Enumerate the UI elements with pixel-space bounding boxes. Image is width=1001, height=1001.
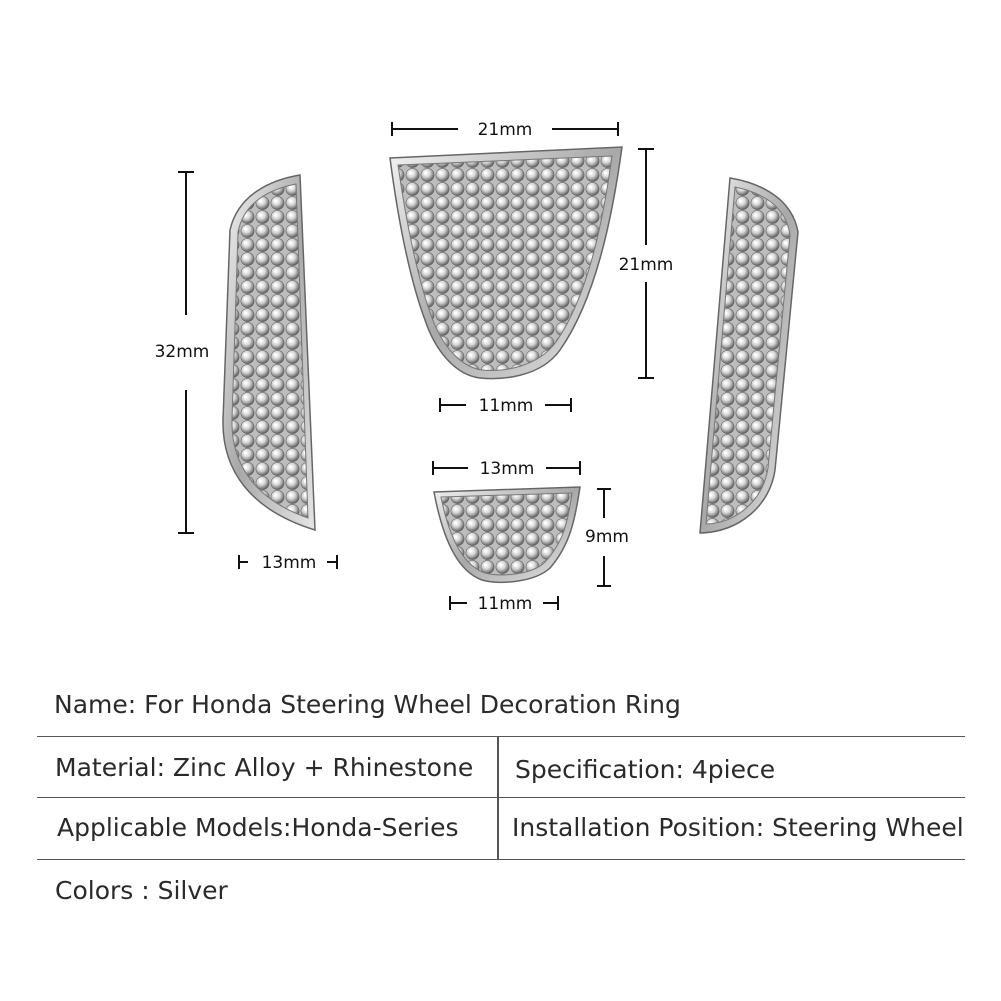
dimension-top-width-label: 21mm [477, 120, 533, 140]
spec-row-material [37, 737, 965, 798]
spec-material: Material: Zinc Alloy + Rhinestone [55, 753, 474, 782]
small-trapezoid-piece [434, 487, 580, 582]
dimension-left-width [239, 553, 337, 573]
dimension-small-height [585, 489, 629, 586]
spec-colors: Colors : Silver [55, 876, 228, 905]
spec-divider [497, 737, 499, 797]
left-strip-piece [223, 175, 315, 530]
spec-row-models [37, 798, 965, 860]
dimension-left-height-label: 32mm [154, 342, 210, 362]
dimension-small-top-width [433, 459, 580, 479]
dimension-top-height-label: 21mm [618, 255, 674, 275]
right-strip-piece [700, 178, 798, 533]
dimension-small-top-width-label: 13mm [479, 459, 535, 479]
dimension-small-bottom-width [450, 594, 558, 614]
dimension-small-height-label: 9mm [585, 527, 629, 547]
spec-row-colors [37, 860, 965, 920]
dimension-top-height [619, 149, 674, 378]
spec-name: Name: For Honda Steering Wheel Decoration Ring [54, 690, 681, 719]
spec-divider [497, 798, 499, 859]
dimension-top-bottom-width-label: 11mm [478, 396, 534, 416]
dimension-small-bottom-width-label: 11mm [477, 594, 533, 614]
spec-row-name [37, 680, 965, 737]
dimension-left-height [155, 172, 210, 533]
dimension-top-width [392, 120, 618, 140]
top-trapezoid-piece [390, 147, 622, 379]
dimension-top-bottom-width [440, 396, 571, 416]
spec-position: Installation Position: Steering Wheel [512, 813, 964, 842]
spec-specification: Specification: 4piece [515, 755, 776, 784]
spec-models: Applicable Models:Honda-Series [57, 813, 459, 842]
dimension-left-width-label: 13mm [261, 553, 317, 573]
